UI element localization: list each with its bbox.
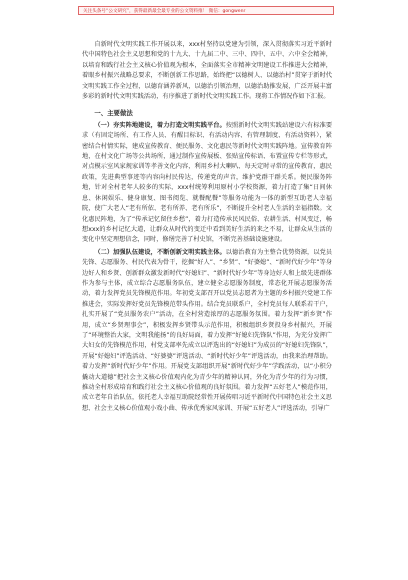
item-1-paragraph [82, 121, 332, 246]
item-2-body: 以德治教育为主整合优势资源，以党员先锋、志愿服务、村民代表为骨干，挖掘“好人”、“乡贤”、“好婆媳”、“新时代好少年”等身边好人和乡贤、创新群众激发新时代“好媳妇”、“新时代好少年”等身边好人和上级先进群体作为参与主体，成立综合志愿服务队伍，建立健全志愿服务制度，常态化开展志愿服务活动，着力发挥党员先锋模范作用。年初党支部召开以党员志愿者为主题的乡村振兴党建工作推进会，实际发挥好党员先锋模范带头作用。结合党员联系户，全村党员每人联系若干户，扎实开展了“党员服务农户”活动，在全村营造浓厚的志愿服务氛围。着力发挥“新乡贤”作用，成立“乡贤理事会”，积极发挥乡贤带头示范作用，积极组织乡贤投身乡村振兴，开展了“环境整治大家，文明我能扬”的良好局面，着力发挥“好媳妇先锋队”作用，为充分发挥广大妇女的先锋模范作用，村党支部率先成立以评选出的“好媳妇”为成员的“好媳妇先锋队”，开展“好媳妇”评选活动、“好婆婆”评选活动、“新时代好少年”评选活动，由我来治理帮助。着力发挥“新时代好少年”作用。开展党支部组织开展“新时代好少年”学践活动，以“小积分撬动大道德”把社会主义核心价值观内化为青少年的精神认同，外化为青少年的行为习惯，推动全村形成培育和践行社会主义核心价值观的良好氛围。着力发挥“五好老人”模范作用，成立老年自治队伍，依托老人幸福互助院经常性开展传唱习近平新时代中国特色社会主义思想、社会主义核心价值观小戏小曲、传承优秀家风家训、开展“五好老人”评选活动，引导广 [82, 248, 333, 412]
item-2-paragraph [82, 248, 332, 415]
header-banner: 关注头条号“公文研究”，获得最新最全最专业的公文资料推！ 微信：gongwenr [78, 6, 334, 15]
document-body [82, 40, 332, 414]
section-heading: 一、主要做法 [94, 109, 133, 118]
item-2-lead: （二）加强队伍建设，不断创新文明实践主体。 [94, 248, 226, 256]
intro-paragraph: 自新时代文明实践工作开展以来，xxx村坚持以党建为引领，深入贯彻落实习近平新时代中国特色社会主义思想和党的十九大、十九届二中、三中、四中、五中、六中全会精神，以培育和践行社会主义核心价值观为根本，全面落实全市精神文明建设工作推进大会精神，着眼乡村振兴战略总要求，不断创新工作思路，始终把“以德树人、以德治村”贯穿于新时代文明实践工作全过程，以德育涵养新风，以德治引领治理，以德治助推发展，广泛开展丰富多彩的新时代文明实践活动，有序推进了新时代文明实践工作。现将工作情况作如下汇报。 [82, 41, 332, 101]
item-1-body: 按照新时代文明实践站建设六有标准要求（有固定场所、有工作人员、有醒目标识、有活动内容、有管理制度、有活动资料），紧密结合村情实际，建成宣传教育、便民服务、文化惠民等新时代文明实践阵地。宣传教育阵地，在村文化广场等公共场所，通过制作宣传展板、张贴宣传标语、布置宣传专栏等形式，对点模示室风家规家训等孝善文化内容，利用乡村大喇叭、每天定时寻常的宣传教育，惠民政策，先进典型事迹等内容向村民传达，传递党的声音，维护党群干群关系。便民服务阵地，针对全村老年人较多的实际，xxx村统筹利用原村小学校资源，着力打造了集“日间休息、休闲娱乐、健身康复、图书阅览、就餐配餐”等服务功能为一体的新型互助老人幸福院，使广大老人“老有所依、老有所养、老有所乐”，不断提升全村老人生活的幸福指数。文化惠民阵地，为了“传承记忆留住乡愁”，着力打造传承民风民俗、农耕生活、村风变迁，畅想xxx的乡村记忆大道，让群众从时代的变迁中看到美好生活的来之不易，让群众从生活的变化中坚定理想信念，同时，修缮完善了村史馆，不断完善基础设施建设。 [82, 121, 333, 244]
item-1-lead: （一）夯实阵地建设，着力打造文明实践平台。 [94, 121, 226, 129]
